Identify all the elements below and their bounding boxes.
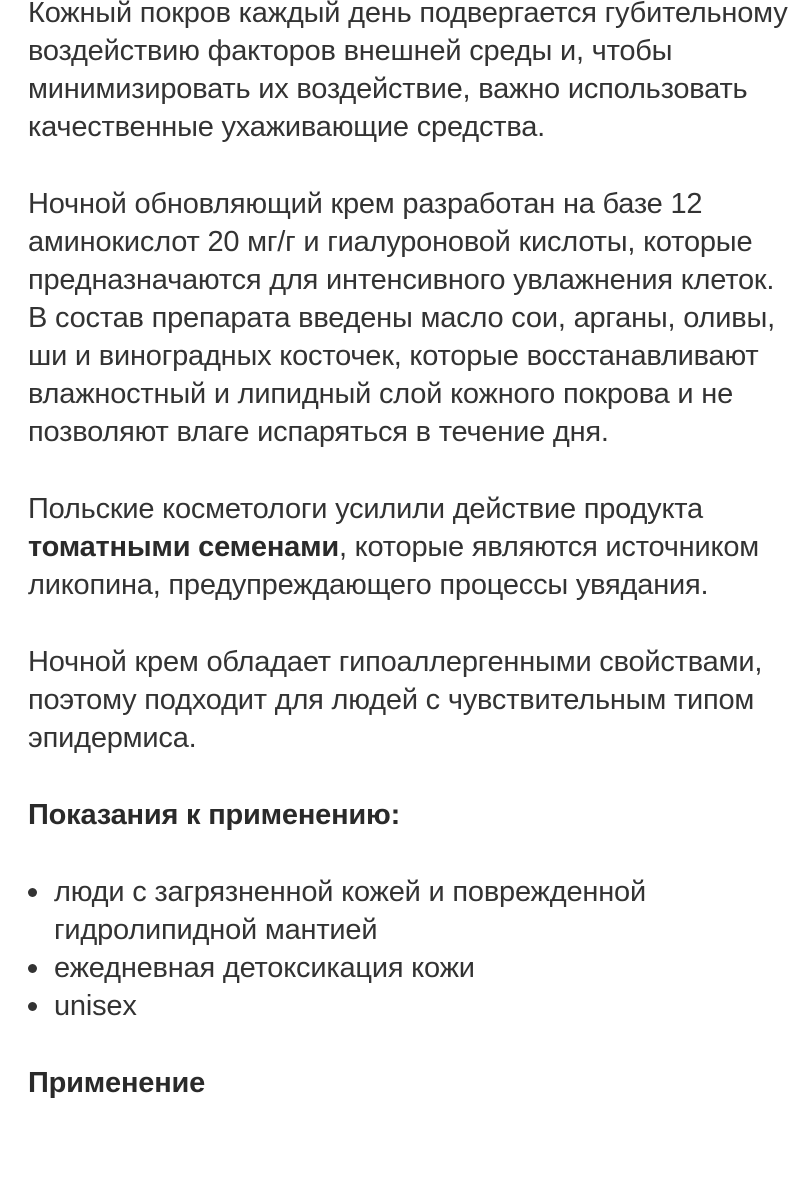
indications-list [28, 873, 788, 1025]
bullet-icon [28, 964, 37, 973]
paragraph-tomato-seeds [28, 490, 788, 604]
article-body [28, 0, 788, 1102]
paragraph-text-after: , которые являются источником ликопина, предупреждающего процессы увядания. [28, 531, 759, 601]
paragraph-composition: Ночной обновляющий крем разработан на базе 12 аминокислот 20 мг/г и гиалуроновой кислоты, которые предназначаются для интенсивного увлажнения клеток. В состав препарата введены масло сои, арганы, оливы, ши и виноградных косточек, которые восстанавливают влажностный и липидный слой кожного покрова и не позволяют влаге испаряться в течение дня. [28, 188, 775, 448]
application-heading: Применение [28, 1067, 206, 1099]
paragraph-intro: Кожный покров каждый день подвергается губительному воздействию факторов внешней среды и, чтобы минимизировать их воздействие, важно использовать качественные ухаживающие средства. [28, 0, 788, 143]
paragraph-hypoallergenic: Ночной крем обладает гипоаллергенными свойствами, поэтому подходит для людей с чувствительным типом эпидермиса. [28, 646, 763, 754]
bold-highlight: томатными семенами [28, 531, 339, 563]
list-item-text: unisex [54, 990, 137, 1022]
paragraph-text-before: Польские косметологи усилили действие продукта [28, 493, 703, 525]
list-item-text: люди с загрязненной кожей и поврежденной гидролипидной мантией [54, 876, 646, 946]
indications-heading: Показания к применению: [28, 799, 401, 831]
list-item [28, 873, 788, 949]
bullet-icon [28, 1002, 37, 1011]
list-item [28, 987, 788, 1025]
list-item [28, 949, 788, 987]
bullet-icon [28, 888, 37, 897]
list-item-text: ежедневная детоксикация кожи [54, 952, 475, 984]
